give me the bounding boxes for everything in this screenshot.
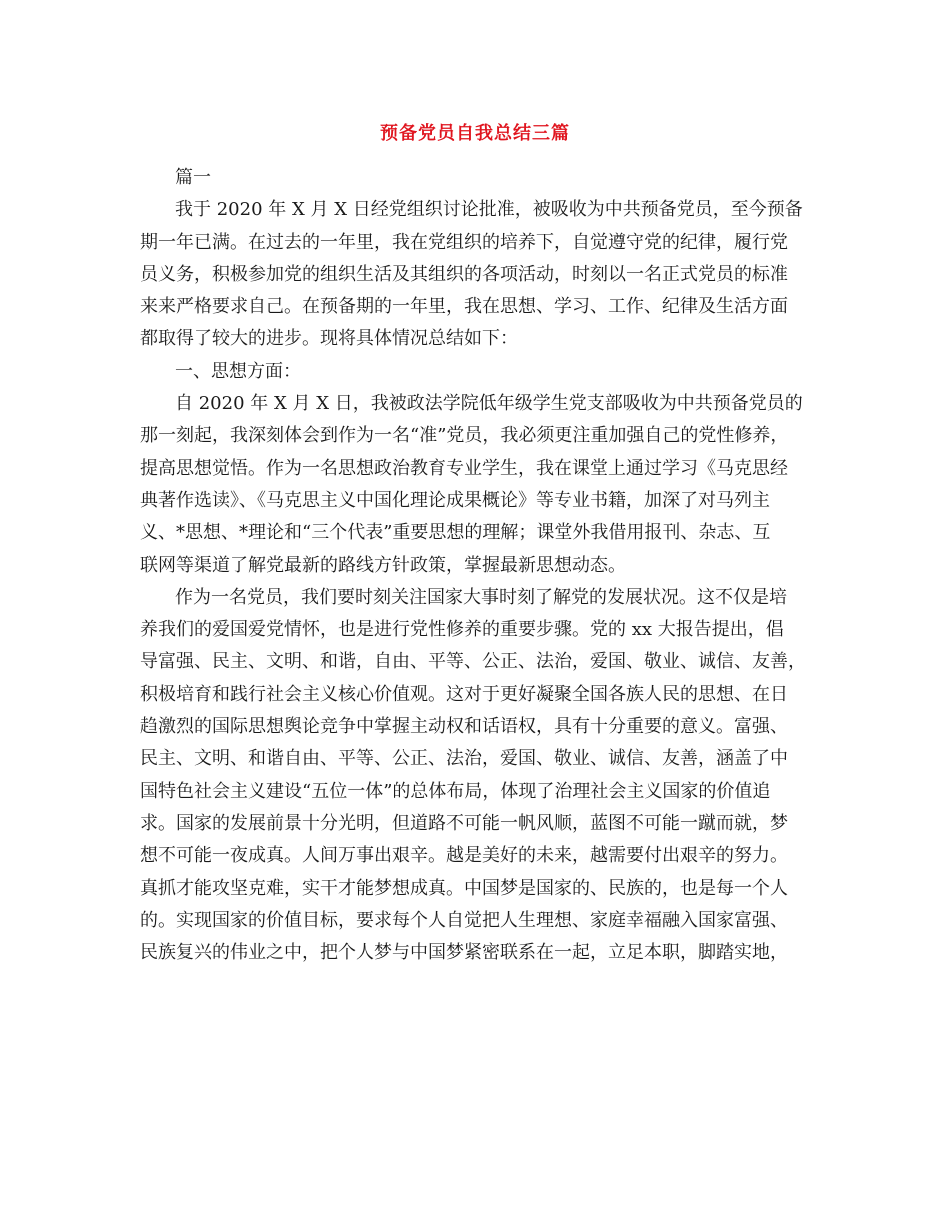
body-line: 求。国家的发展前景十分光明，但道路不可能一帆风顺，蓝图不可能一蹴而就，梦 — [140, 812, 788, 834]
body-line: 趋激烈的国际思想舆论竞争中掌握主动权和话语权，具有十分重要的意义。富强、 — [140, 716, 788, 738]
body-line: 养我们的爱国爱党情怀，也是进行党性修养的重要步骤。党的 xx 大报告提出，倡 — [140, 619, 784, 641]
body-line: 期一年已满。在过去的一年里，我在党组织的培养下，自觉遵守党的纪律，履行党 — [140, 231, 788, 253]
body-line: 民族复兴的伟业之中，把个人梦与中国梦紧密联系在一起，立足本职，脚踏实地， — [140, 942, 788, 964]
body-line: 来来严格要求自己。在预备期的一年里，我在思想、学习、工作、纪律及生活方面 — [140, 296, 788, 318]
document-body — [140, 162, 826, 969]
body-line: 提高思想觉悟。作为一名思想政治教育专业学生，我在课堂上通过学习《马克思经 — [140, 457, 788, 479]
document-title: 预备党员自我总结三篇 — [380, 123, 570, 144]
body-line: 那一刻起，我深刻体会到作为一名“准”党员，我必须更注重加强自己的党性修养， — [140, 425, 789, 447]
body-line: 导富强、民主、文明、和谐，自由、平等、公正、法治，爱国、敬业、诚信、友善， — [140, 651, 806, 673]
body-line: 一、思想方面： — [175, 360, 301, 382]
body-line: 国特色社会主义建设“五位一体”的总体布局，体现了治理社会主义国家的价值追 — [140, 780, 771, 802]
body-line: 篇一 — [175, 167, 211, 188]
body-line: 都取得了较大的进步。现将具体情况总结如下： — [140, 328, 518, 350]
body-line: 我于 2020 年 X 月 X 日经党组织讨论批准，被吸收为中共预备党员，至今预备 — [175, 199, 803, 221]
body-line: 联网等渠道了解党最新的路线方针政策，掌握最新思想动态。 — [140, 554, 626, 576]
body-line: 积极培育和践行社会主义核心价值观。这对于更好凝聚全国各族人民的思想、在日 — [140, 683, 788, 705]
body-line: 真抓才能攻坚克难，实干才能梦想成真。中国梦是国家的、民族的，也是每一个人 — [140, 877, 788, 899]
body-line: 作为一名党员，我们要时刻关注国家大事时刻了解党的发展状况。这不仅是培 — [175, 586, 787, 608]
body-line: 的。实现国家的价值目标，要求每个人自觉把人生理想、家庭幸福融入国家富强、 — [140, 909, 788, 931]
body-line: 典著作选读》、《马克思主义中国化理论成果概论》等专业书籍，加深了对马列主 — [140, 489, 770, 511]
body-line: 自 2020 年 X 月 X 日，我被政法学院低年级学生党支部吸收为中共预备党员的 — [175, 393, 803, 415]
body-line: 义、*思想、*理论和“三个代表”重要思想的理解；课堂外我借用报刊、杂志、互 — [140, 522, 771, 544]
body-line: 民主、文明、和谐自由、平等、公正、法治，爱国、敬业、诚信、友善，涵盖了中 — [140, 748, 788, 770]
body-line: 员义务，积极参加党的组织生活及其组织的各项活动，时刻以一名正式党员的标准 — [140, 263, 788, 285]
body-line: 想不可能一夜成真。人间万事出艰辛。越是美好的未来，越需要付出艰辛的努力。 — [140, 845, 788, 867]
